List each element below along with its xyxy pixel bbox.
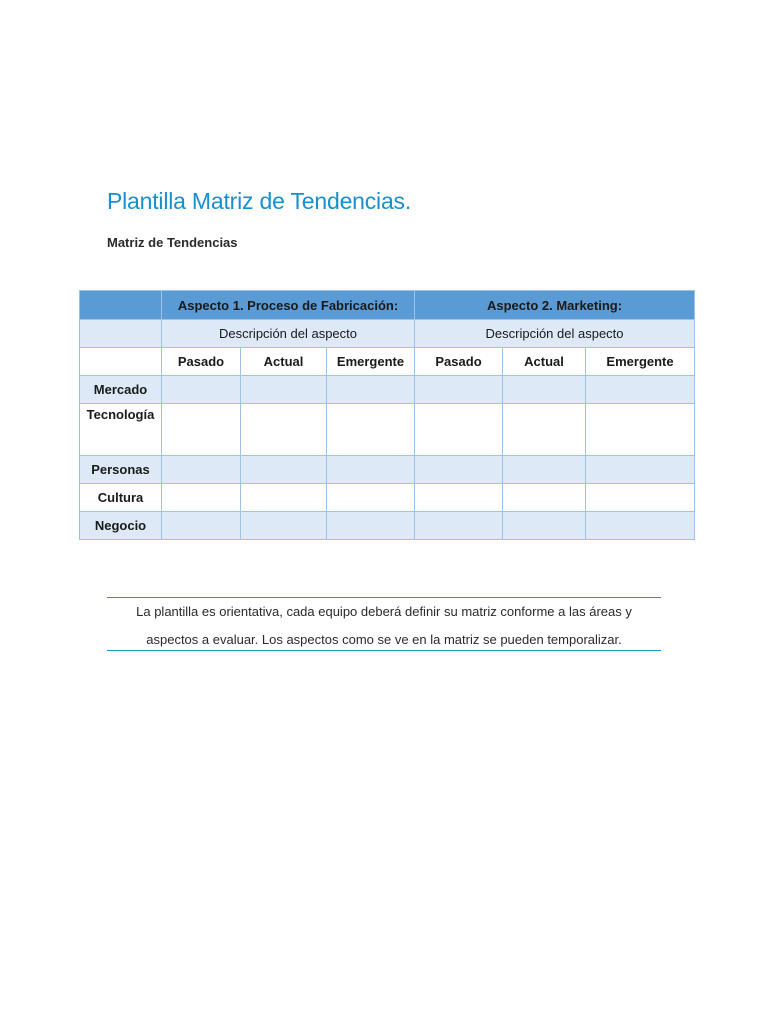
column-header: Emergente [327, 348, 415, 376]
table-cell [503, 484, 586, 512]
header-corner-cell [80, 291, 162, 320]
guidance-note [107, 597, 661, 651]
columns-corner-cell [80, 348, 162, 376]
table-cell [162, 512, 241, 540]
table-row [80, 484, 695, 512]
table-cell [327, 484, 415, 512]
table-cell [241, 512, 327, 540]
table-row [80, 456, 695, 484]
table-cell [503, 404, 586, 456]
row-label: Personas [80, 456, 162, 484]
document-subtitle: Matriz de Tendencias [107, 235, 238, 250]
table-cell [586, 376, 695, 404]
table-cell [503, 456, 586, 484]
aspect2-description: Descripción del aspecto [415, 320, 695, 348]
table-cell [241, 404, 327, 456]
table-cell [327, 376, 415, 404]
table-cell [503, 376, 586, 404]
row-label: Negocio [80, 512, 162, 540]
guidance-note-line: La plantilla es orientativa, cada equipo deberá definir su matriz conforme a las áreas y [136, 604, 632, 619]
table-cell [586, 512, 695, 540]
column-header: Pasado [162, 348, 241, 376]
table-cell [162, 484, 241, 512]
table-cell [415, 456, 503, 484]
table-row [80, 376, 695, 404]
table-cell [162, 404, 241, 456]
table-cell [586, 484, 695, 512]
table-cell [327, 404, 415, 456]
table-cell [327, 512, 415, 540]
time-columns-row [80, 348, 695, 376]
table-cell [586, 456, 695, 484]
column-header: Emergente [586, 348, 695, 376]
table-cell [503, 512, 586, 540]
table-cell [162, 376, 241, 404]
table-header-row [80, 291, 695, 320]
table-cell [241, 484, 327, 512]
aspect2-header: Aspecto 2. Marketing: [415, 291, 695, 320]
table-row [80, 404, 695, 456]
guidance-note-line: aspectos a evaluar. Los aspectos como se ve en la matriz se pueden temporalizar. [146, 632, 622, 647]
table-cell [586, 404, 695, 456]
table-row [80, 512, 695, 540]
description-corner-cell [80, 320, 162, 348]
table-cell [415, 484, 503, 512]
aspect1-header: Aspecto 1. Proceso de Fabricación: [162, 291, 415, 320]
column-header: Pasado [415, 348, 503, 376]
table-cell [241, 456, 327, 484]
table-cell [241, 376, 327, 404]
column-header: Actual [503, 348, 586, 376]
table-cell [415, 512, 503, 540]
table-cell [415, 376, 503, 404]
table-cell [327, 456, 415, 484]
row-label: Mercado [80, 376, 162, 404]
description-row [80, 320, 695, 348]
row-label: Cultura [80, 484, 162, 512]
row-label: Tecnología [80, 404, 162, 456]
column-header: Actual [241, 348, 327, 376]
document-title: Plantilla Matriz de Tendencias. [107, 188, 412, 214]
table-cell [162, 456, 241, 484]
aspect1-description: Descripción del aspecto [162, 320, 415, 348]
trends-matrix-table [79, 290, 695, 540]
table-cell [415, 404, 503, 456]
